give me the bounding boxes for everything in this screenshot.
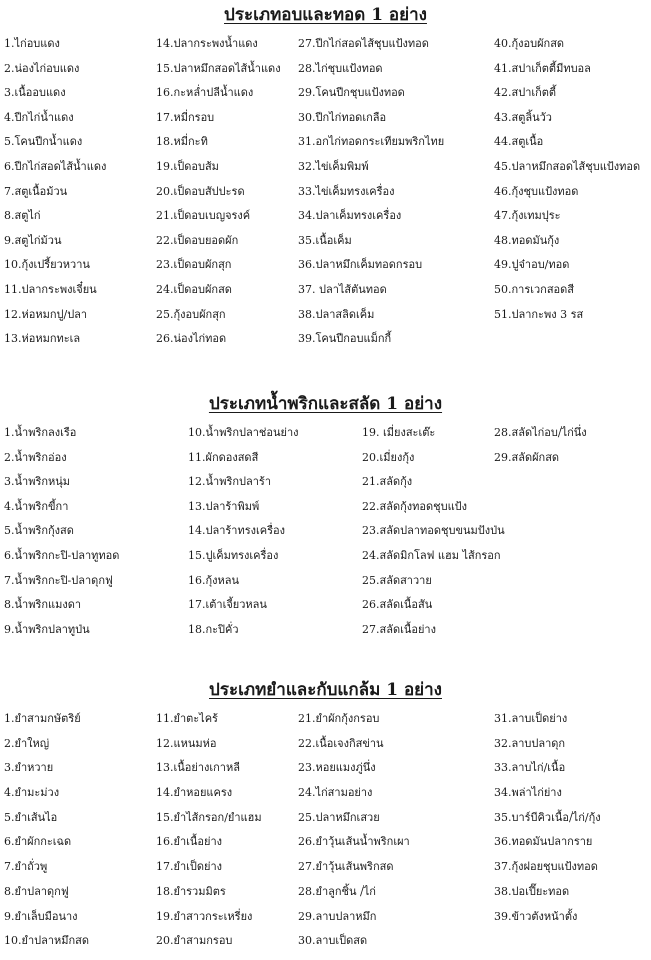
section-title-text: ประเภทยำและกับแกล้ม 1 อย่าง (209, 680, 442, 700)
menu-item: 18.ยำรวมมิตร (156, 884, 226, 898)
menu-item: 22.เป็ดอบยอดผัก (156, 233, 239, 247)
menu-item: 17.ยำเป็ดย่าง (156, 860, 222, 874)
menu-item: 45.ปลาหมึกสอดไส้ชุบแป้งทอด (494, 159, 641, 173)
menu-item: 38.ปอเปี๊ยะทอด (494, 884, 570, 898)
menu-item: 20.เมี่ยงกุ้ง (362, 450, 415, 464)
menu-item: 12.น้ำพริกปลาร้า (188, 475, 271, 489)
menu-item: 7.ยำถั่วพู (4, 860, 48, 874)
menu-item: 12.แหนมห่อ (156, 736, 217, 750)
menu-item: 2.น่องไก่อบแดง (4, 61, 80, 75)
menu-item: 14.ปลากระพงน้ำแดง (156, 37, 258, 50)
menu-item: 6.ยำผักกะเฉด (4, 835, 72, 849)
menu-item: 23.เป็ดอบผักสุก (156, 258, 232, 272)
menu-item: 44.สตูเนื้อ (494, 135, 544, 149)
menu-item: 2.ยำใหญ่ (4, 736, 50, 750)
menu-item: 3.ยำหวาย (4, 761, 54, 775)
menu-item: 7.น้ำพริกกะปิ-ปลาดุกฟู (4, 573, 113, 587)
menu-item: 22.สลัดกุ้งทอดชุบแป้ง (362, 499, 468, 513)
menu-item: 11.ปลากระพงเจี๋ยน (4, 282, 97, 296)
menu-item: 12.ห่อหมกปู/ปลา (4, 307, 88, 321)
menu-item: 17.เต้าเจี้ยวหลน (188, 598, 267, 612)
menu-item: 15.ปลาหมึกสอดไส้น้ำแดง (156, 61, 281, 75)
menu-item: 50.การเวกสอดสี (494, 282, 575, 296)
section-title-fried-baked (0, 4, 651, 26)
menu-item: 48.ทอดมันกุ้ง (494, 233, 560, 247)
menu-item: 24.สลัดมิกโลฟ แฮม ไส้กรอก (362, 548, 501, 562)
menu-item: 27.ปีกไก่สอดไส้ชุบแป้งทอด (298, 37, 429, 50)
menu-item: 15.ยำไส้กรอก/ยำแฮม (156, 810, 262, 824)
section-title-yum-snacks (0, 679, 651, 701)
menu-item: 8.น้ำพริกแมงดา (4, 598, 82, 612)
menu-item: 39.โคนปีกอบแม็กกี้ (298, 332, 392, 346)
menu-column (494, 32, 650, 327)
menu-item: 29.โคนปีกชุบแป้งทอด (298, 86, 405, 100)
menu-item: 18.กะปิคั่ว (188, 622, 239, 636)
menu-item: 37.กุ้งฝอยชุบแป้งทอด (494, 860, 598, 874)
menu-item: 28.ยำลูกชิ้น /ไก่ (298, 884, 376, 898)
menu-column (298, 707, 488, 954)
menu-item: 46.กุ้งชุบแป้งทอด (494, 184, 579, 198)
menu-item: 36.ปลาหมึกเค็มทอดกรอบ (298, 258, 423, 272)
menu-column (188, 421, 360, 642)
menu-item: 27.สลัดเนื้อย่าง (362, 622, 436, 636)
menu-item: 4.ยำมะม่วง (4, 786, 60, 800)
menu-item: 26.สลัดเนื้อสัน (362, 598, 433, 612)
menu-item: 24.ไก่สามอย่าง (298, 786, 373, 800)
menu-item: 3.เนื้ออบแดง (4, 86, 66, 100)
menu-item: 21.สลัดกุ้ง (362, 475, 413, 489)
menu-item: 30.ลาบเป็ดสด (298, 934, 368, 948)
menu-item: 37. ปลาไส้ตันทอด (298, 282, 387, 296)
menu-item: 33.ไข่เค็มทรงเครื่อง (298, 184, 395, 198)
menu-item: 22.เนื้อเจงกิสข่าน (298, 736, 384, 750)
menu-item: 47.กุ้งเทมปุระ (494, 209, 561, 223)
menu-item: 10.น้ำพริกปลาช่อนย่าง (188, 426, 299, 439)
menu-item: 6.น้ำพริกกะปิ-ปลาทูทอด (4, 548, 120, 562)
menu-item: 1.ไก่อบแดง (4, 37, 60, 50)
menu-item: 3.น้ำพริกหนุ่ม (4, 475, 71, 489)
menu-item: 16.กุ้งหลน (188, 573, 240, 587)
menu-item: 4.น้ำพริกขี้กา (4, 499, 69, 513)
menu-item: 32.ลาบปลาดุก (494, 736, 566, 750)
menu-item: 33.ลาบไก่/เนื้อ (494, 761, 566, 775)
menu-item: 24.เป็ดอบผักสด (156, 282, 232, 296)
menu-item: 19.ยำสาวกระเหรี่ยง (156, 909, 253, 923)
menu-item: 39.ข้าวตังหน้าตั้ง (494, 909, 578, 923)
menu-item: 20.ยำสามกรอบ (156, 934, 233, 948)
menu-item: 18.หมี่กะทิ (156, 135, 208, 149)
menu-item: 13.เนื้อย่างเกาหลี (156, 761, 240, 775)
menu-item: 19. เมี่ยงสะเต๊ะ (362, 426, 436, 439)
menu-item: 9.น้ำพริกปลาทูป่น (4, 622, 90, 636)
menu-item: 35.เนื้อเค็ม (298, 233, 352, 247)
menu-item: 8.ยำปลาดุกฟู (4, 884, 69, 898)
menu-item: 26.ยำวุ้นเส้นน้ำพริกเผา (298, 835, 410, 849)
menu-item: 5.ยำเส้นไอ (4, 810, 58, 824)
menu-item: 17.หมี่กรอบ (156, 110, 215, 124)
menu-item: 19.เป็ดอบส้ม (156, 159, 219, 173)
menu-column (156, 707, 296, 954)
menu-item: 2.น้ำพริกอ่อง (4, 450, 67, 464)
menu-item: 49.ปูจ๋าอบ/ทอด (494, 258, 570, 272)
menu-item: 34.พล่าไก่ย่าง (494, 786, 562, 800)
menu-item: 5.โคนปีกน้ำแดง (4, 135, 83, 149)
section-title-text: ประเภทอบและทอด 1 อย่าง (224, 5, 427, 25)
menu-item: 21.ยำผักกุ้งกรอบ (298, 712, 380, 725)
menu-item: 5.น้ำพริกกุ้งสด (4, 524, 74, 538)
menu-item: 11.ผักดองสดสี (188, 450, 259, 464)
menu-item: 25.สลัดสาวาย (362, 573, 432, 587)
menu-item: 26.น่องไก่ทอด (156, 332, 227, 346)
menu-item: 34.ปลาเค็มทรงเครื่อง (298, 209, 402, 223)
section-title-chili-salad (0, 393, 651, 415)
menu-column (494, 421, 650, 470)
menu-item: 43.สตูลิ้นวัว (494, 110, 552, 124)
menu-item: 42.สปาเก็ตตี้ (494, 86, 557, 100)
menu-item: 23.สลัดปลาทอดชุบขนมปังป่น (362, 524, 505, 538)
menu-item: 20.เป็ดอบสัปปะรด (156, 184, 245, 198)
menu-item: 29.สลัดผักสด (494, 450, 560, 464)
menu-column (4, 32, 152, 352)
menu-item: 25.กุ้งอบผักสุก (156, 307, 226, 321)
menu-item: 1.น้ำพริกลงเรือ (4, 426, 77, 439)
menu-item: 31.ลาบเป็ดย่าง (494, 712, 568, 725)
menu-item: 1.ยำสามกษัตริย์ (4, 712, 81, 725)
menu-column (156, 32, 296, 352)
menu-item: 14.ปลาร้าทรงเครื่อง (188, 524, 286, 538)
menu-item: 25.ปลาหมึกเสวย (298, 810, 380, 824)
menu-item: 29.ลาบปลาหมึก (298, 909, 377, 923)
menu-item: 51.ปลากะพง 3 รส (494, 307, 584, 321)
menu-item: 9.ยำเล็บมือนาง (4, 909, 78, 923)
menu-item: 41.สปาเก็ตตี้มีทบอล (494, 61, 591, 75)
menu-item: 13.ปลาร้าพิมพ์ (188, 499, 260, 513)
menu-item: 21.เป็ดอบเบญจรงค์ (156, 209, 251, 223)
menu-item: 7.สตูเนื้อม้วน (4, 184, 68, 198)
menu-item: 27.ยำวุ้นเส้นพริกสด (298, 860, 394, 874)
menu-column (298, 32, 488, 352)
menu-item: 38.ปลาสลิดเค็ม (298, 307, 375, 321)
menu-item: 10.ยำปลาหมึกสด (4, 934, 90, 948)
menu-item: 11.ยำตะไคร้ (156, 712, 218, 725)
menu-item: 8.สตูไก่ (4, 209, 41, 223)
menu-item: 10.กุ้งเปรี้ยวหวาน (4, 258, 90, 272)
menu-item: 16.กะหล่ำปลีน้ำแดง (156, 86, 254, 100)
menu-item: 31.อกไก่ทอดกระเทียมพริกไทย (298, 135, 445, 149)
menu-item: 32.ไข่เค็มพิมพ์ (298, 159, 369, 173)
menu-item: 35.บาร์บีคิวเนื้อ/ไก่/กุ้ง (494, 810, 601, 824)
menu-column (4, 421, 186, 642)
menu-item: 16.ยำเนื้อย่าง (156, 835, 222, 849)
menu-item: 23.หอยแมงภู่นึ่ง (298, 761, 376, 775)
menu-item: 6.ปีกไก่สอดไส้น้ำแดง (4, 159, 107, 173)
menu-item: 4.ปีกไก่น้ำแดง (4, 110, 74, 124)
menu-item: 15.ปูเค็มทรงเครื่อง (188, 548, 279, 562)
menu-item: 40.กุ้งอบผักสด (494, 37, 565, 50)
menu-column (494, 707, 650, 929)
menu-item: 28.สลัดไก่อบ/ไก่นึ่ง (494, 426, 587, 439)
section-title-text: ประเภทน้ำพริกและสลัด 1 อย่าง (208, 394, 443, 414)
menu-item: 14.ยำหอยแครง (156, 786, 233, 800)
menu-item: 36.ทอดมันปลากราย (494, 835, 593, 849)
menu-item: 9.สตูไก่ม้วน (4, 233, 62, 247)
menu-column (4, 707, 154, 954)
menu-item: 13.ห่อหมกทะเล (4, 332, 81, 346)
menu-item: 28.ไก่ชุบแป้งทอด (298, 61, 383, 75)
menu-item: 30.ปีกไก่ทอดเกลือ (298, 110, 387, 124)
